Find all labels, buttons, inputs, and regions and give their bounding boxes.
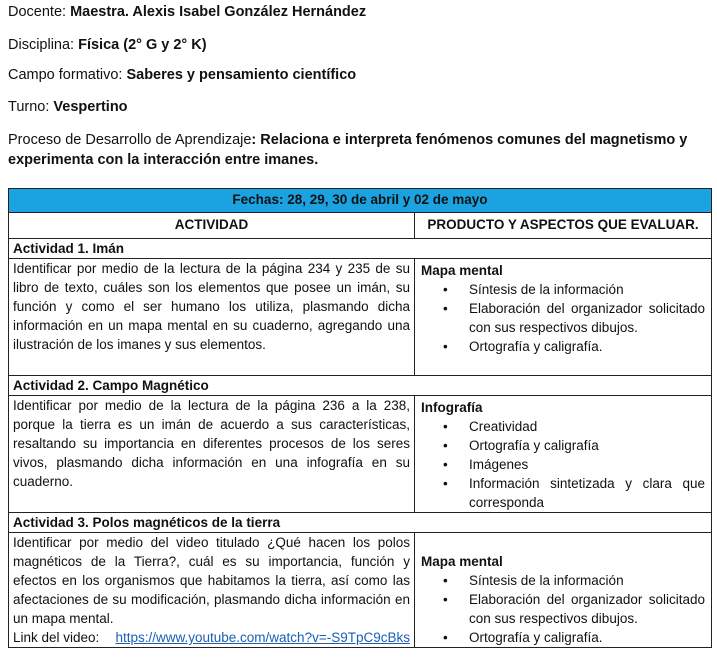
activity-1-row	[9, 259, 712, 376]
docente-label: Docente:	[8, 4, 71, 20]
activity-2-row	[9, 396, 712, 513]
turno-label: Turno:	[8, 99, 54, 115]
activity-3-product-cell	[415, 533, 712, 648]
campo-line	[8, 65, 356, 85]
activity-3-row	[9, 533, 712, 648]
criteria-item: • Imágenes	[421, 455, 705, 474]
activity-1-criteria-list	[421, 280, 705, 356]
turno-line	[8, 97, 128, 117]
criteria-item: • Ortografía y caligrafía	[421, 436, 705, 455]
docente-value: Maestra. Alexis Isabel González Hernández	[70, 4, 367, 20]
proceso-value: : Relaciona e interpreta fenómenos comunes del magnetismo y experimenta con la interacción entre imanes.	[8, 132, 688, 168]
video-link-line	[13, 628, 410, 647]
activity-2-product-title: Infografía	[421, 400, 483, 415]
criteria-item: • Información sintetizada y clara que corresponda	[421, 474, 705, 512]
fechas-header: Fechas: 28, 29, 30 de abril y 02 de mayo	[9, 189, 712, 213]
disciplina-value: Física (2° G y 2° K)	[78, 37, 207, 53]
activity-3-description: Identificar por medio del video titulado ¿Qué hacen los polos magnéticos de la Tierra?, cuál es su importancia, función y efectos en los organismos que habitamos la tierra, así como las afectaciones de su modificación, plasmando dicha información en un mapa mental.	[13, 535, 410, 626]
criteria-item: • Creatividad	[421, 417, 705, 436]
campo-value: Saberes y pensamiento científico	[126, 67, 357, 83]
video-link[interactable]: https://www.youtube.com/watch?v=-S9TpC9cBks	[115, 630, 410, 645]
activity-3-description-cell	[9, 533, 415, 648]
criteria-item: • Ortografía y caligrafía.	[421, 628, 705, 647]
criteria-item: • Ortografía y caligrafía.	[421, 337, 705, 356]
proceso-paragraph	[8, 130, 713, 170]
activity-2-product-cell	[415, 396, 712, 513]
producto-column-header: PRODUCTO Y ASPECTOS QUE EVALUAR.	[415, 213, 712, 239]
activity-2-title: Actividad 2. Campo Magnético	[9, 376, 712, 396]
activity-3-title: Actividad 3. Polos magnéticos de la tierra	[9, 513, 712, 533]
criteria-item: • Elaboración del organizador solicitado con sus respectivos dibujos.	[421, 590, 705, 628]
activity-1-description: Identificar por medio de la lectura de la página 234 y 235 de su libro de texto, cuáles son los elementos que posee un imán, su función y como el ser humano los utiliza, plasmando dicha información en un mapa mental en su cuaderno, agregando una ilustración de los imanes y sus elementos.	[9, 259, 415, 376]
disciplina-label: Disciplina:	[8, 37, 79, 53]
activity-3-product-title: Mapa mental	[421, 554, 503, 569]
activity-2-criteria-list	[421, 417, 705, 512]
docente-line	[8, 2, 366, 22]
turno-value: Vespertino	[53, 99, 128, 115]
activity-1-product-cell	[415, 259, 712, 376]
activity-3-criteria-list	[421, 571, 705, 647]
criteria-item: • Síntesis de la información	[421, 280, 705, 299]
proceso-label: Proceso de Desarrollo de Aprendizaje	[8, 132, 252, 148]
campo-label: Campo formativo:	[8, 67, 127, 83]
actividad-column-header: ACTIVIDAD	[9, 213, 415, 239]
video-link-label: Link del video:	[13, 630, 100, 645]
criteria-item: • Elaboración del organizador solicitado con sus respectivos dibujos.	[421, 299, 705, 337]
activities-table	[8, 188, 712, 648]
activity-1-title: Actividad 1. Imán	[9, 239, 712, 259]
activity-1-product-title: Mapa mental	[421, 263, 503, 278]
disciplina-line	[8, 35, 207, 55]
criteria-item: • Síntesis de la información	[421, 571, 705, 590]
activity-2-description: Identificar por medio de la lectura de la página 236 a la 238, porque la tierra es un imán de acuerdo a sus características, resaltando su importancia en diferentes procesos de los seres vivos, plasmando dicha información en una infografía en su cuaderno.	[9, 396, 415, 513]
